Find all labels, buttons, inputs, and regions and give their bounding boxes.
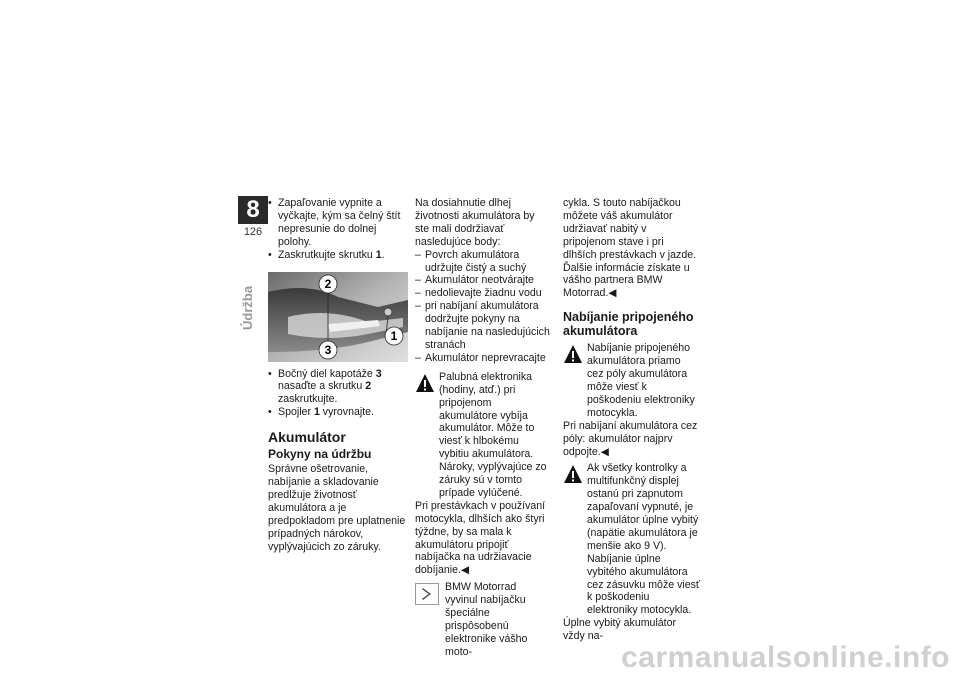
spoiler-figure [268, 272, 408, 362]
warning-text: Palubná elektronika (hodiny, atď.) pri pripojenom akumulátore vybíja akumulátor. Môže to viesť k hlbokému vybitiu akumulátora. Nároky, vyplývajúce zo záruky sú v tomto prípade vylúčené. [439, 370, 547, 499]
charger-info-text: cykla. S touto nabíjačkou môžete váš akumulátor udržiavať nabitý v pripojenom stave i pri dlhších prestávkach v jazde. Ďalšie informácie získate u vášho partnera BMW Motorrad.◀ [563, 197, 697, 300]
warning-block-electronics [415, 371, 550, 500]
bullet-screw: • Zaskrutkujte skrutku 1. [268, 248, 385, 261]
svg-text:3: 3 [324, 342, 332, 357]
column-1 [268, 197, 408, 554]
bullet-fairing: • Bočný diel kapotáže 3 nasaďte a skrutku 2 zaskrutkujte. [268, 367, 382, 406]
dash-item: – nedolievajte žiadnu vodu [415, 287, 542, 300]
svg-text:2: 2 [324, 276, 332, 291]
bullet-ignition: • Zapaľovanie vypnite a vyčkajte, kým sa čelný štít nepresunie do dolnej polohy. [268, 197, 401, 248]
bullet-spoiler: • Spojler 1 vyrovnajte. [268, 406, 375, 419]
warning-text: Ak všetky kontrolky a multifunkčný displej ostanú pri zapnutom zapaľovaní vypnuté, je akumulátor úplne vybitý (napätie akumulátora je menšie ako 9 V). Nabíjanie úplne vybitého akumulátora cez zásuvku môže viesť k poškodeniu elektroniky motocykla. [587, 462, 700, 617]
dash-item: – pri nabíjaní akumulátora dodržujte pokyny na nabíjanie na nasledujúcich stranách [415, 300, 550, 351]
last-line: Úplne vybitý akumulátor vždy na- [563, 617, 677, 643]
heading-maintenance: Pokyny na údržbu [268, 447, 372, 462]
note-icon [415, 583, 439, 605]
warning-block-poles [563, 342, 700, 419]
figure-label-1 [385, 327, 403, 345]
warning-text: Nabíjanie pripojeného akumulátora priamo cez póly akumulátora môže viesť k poškodeniu elektroniky motocykla. [587, 342, 695, 419]
warning-icon [415, 373, 435, 393]
warning-icon [563, 464, 583, 484]
warning-block-discharged [563, 462, 700, 617]
svg-text:1: 1 [390, 328, 398, 343]
column-2 [415, 197, 550, 659]
heading-charging: Nabíjanie pripojeného akumulátora [563, 310, 694, 339]
chapter-badge: 8 [238, 196, 268, 224]
heading-battery: Akumulátor [268, 429, 346, 446]
dash-item: – Akumulátor neprevracajte [415, 351, 546, 364]
intro-text: Na dosiahnutie dlhej životnosti akumulátora by ste mali dodržiavať nasledujúce body: [415, 197, 535, 248]
charger-paragraph: Pri prestávkach v používaní motocykla, dlhších ako štyri týždne, by sa mala k akumulátoru pripojiť nabíjačka na udržiavacie dobíjanie.◀ [415, 499, 546, 577]
warning-icon [563, 344, 583, 364]
figure-label-3 [319, 341, 337, 359]
page-number: 126 [243, 226, 263, 238]
poles-paragraph: Pri nabíjaní akumulátora cez póly: akumulátor najprv odpojte.◀ [563, 419, 698, 458]
dash-item: – Akumulátor neotvárajte [415, 274, 534, 287]
note-text: BMW Motorrad vyvinul nabíjačku špeciálne prispôsobenú elektronike vášho moto- [445, 581, 528, 658]
watermark: carmanualsonline.info [621, 641, 950, 674]
figure-label-2 [319, 275, 337, 293]
column-3 [563, 197, 700, 643]
dash-item: – Povrch akumulátora udržujte čistý a suchý [415, 248, 527, 274]
maintenance-text: Správne ošetrovanie, nabíjanie a skladovanie predlžuje životnosť akumulátora a je predpokladom pre uplatnenie prípadných nárokov, vyplývajúcich zo záruky. [268, 463, 406, 553]
